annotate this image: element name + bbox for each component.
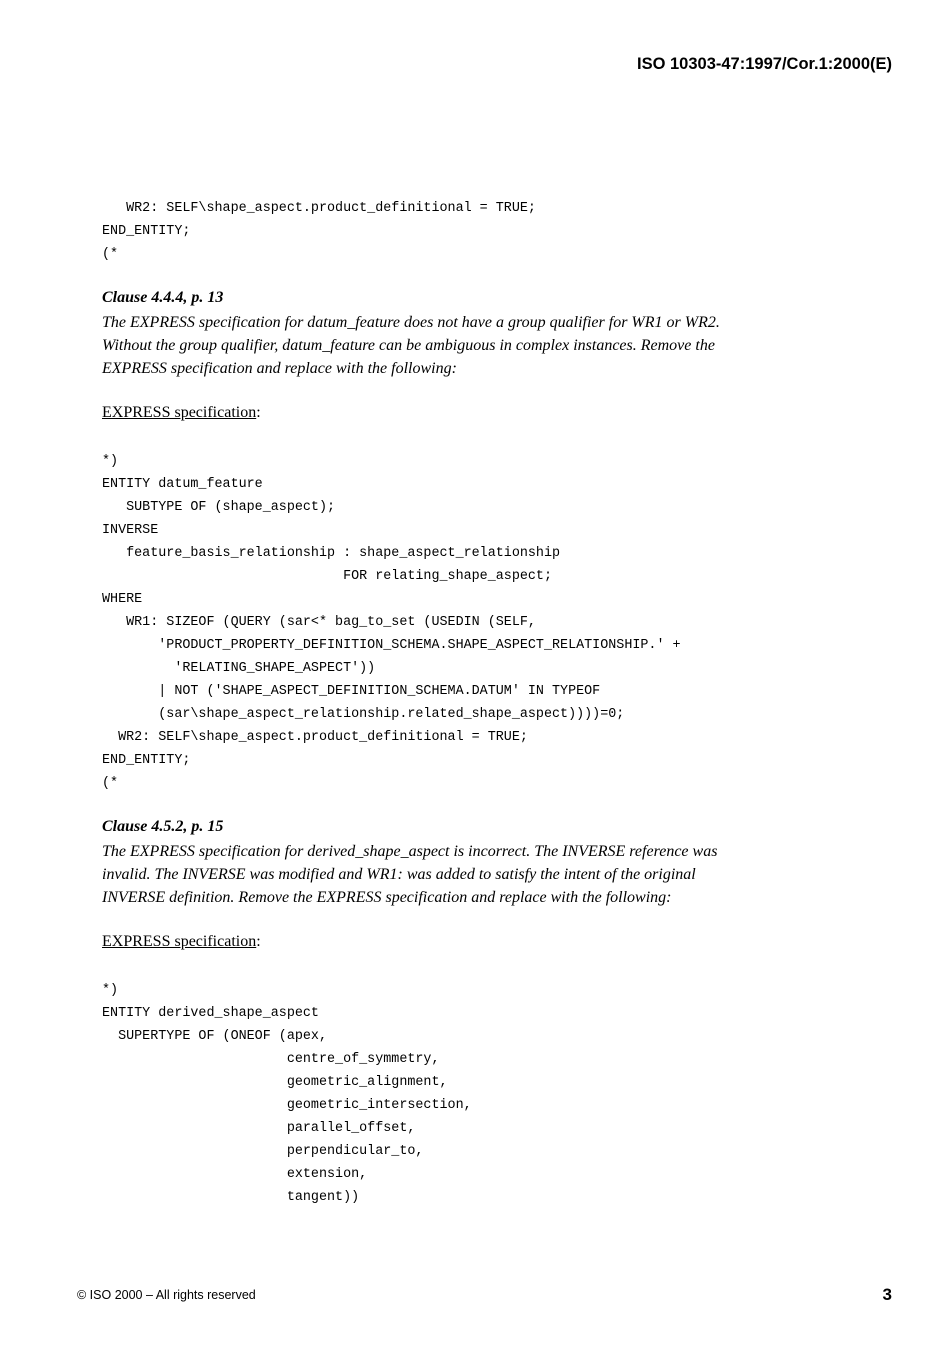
code-block-datum-feature: *) ENTITY datum_feature SUBTYPE OF (shape_aspect); INVERSE feature_basis_relationship : shape_aspect_relationship FOR relating_shape_aspect; WHERE WR1: SIZEOF (QUERY (sar<* bag_to_set (USEDIN (SELF, 'PRODUCT_PROPERTY_DEFINITION_SCHEMA.SHAPE_ASPECT_RELATIONSHIP.' + 'RELATING_SHAPE_ASPECT')) | NOT ('SHAPE_ASPECT_DEFINITION_SCHEMA.DATUM' IN TYPEOF (sar\shape_aspect_relationship.related_shape_aspect))))=0; WR2: SELF\shape_aspect.product_definitional = TRUE; END_ENTITY; (*	[102, 454, 681, 791]
express-spec-label-1	[102, 404, 261, 422]
page-number: 3	[882, 1285, 892, 1304]
express-spec-label-2	[102, 933, 261, 951]
description-line: EXPRESS specification and replace with the following:	[102, 360, 457, 377]
description-line: The EXPRESS specification for derived_shape_aspect is incorrect. The INVERSE reference was	[102, 843, 718, 860]
description-line: Without the group qualifier, datum_feature can be ambiguous in complex instances. Remove the	[102, 337, 715, 354]
description-line: The EXPRESS specification for datum_feature does not have a group qualifier for WR1 or WR2.	[102, 314, 720, 331]
description-line: INVERSE definition. Remove the EXPRESS specification and replace with the following:	[102, 889, 672, 906]
code-block-derived-shape-aspect: *) ENTITY derived_shape_aspect SUPERTYPE OF (ONEOF (apex, centre_of_symmetry, geometric_alignment, geometric_intersection, parallel_offset, perpendicular_to, extension, tangent))	[102, 983, 472, 1205]
document-id-header: ISO 10303-47:1997/Cor.1:2000(E)	[637, 55, 892, 73]
express-spec-link-text: EXPRESS specification	[102, 404, 257, 421]
clause-4-5-2-description	[102, 840, 822, 909]
clause-4-5-2-heading: Clause 4.5.2, p. 15	[102, 818, 224, 835]
code-block-continuation: WR2: SELF\shape_aspect.product_definitional = TRUE; END_ENTITY; (*	[102, 201, 536, 262]
colon: :	[256, 933, 261, 950]
description-line: invalid. The INVERSE was modified and WR1: was added to satisfy the intent of the original	[102, 866, 696, 883]
clause-4-4-4-heading: Clause 4.4.4, p. 13	[102, 289, 224, 306]
clause-4-4-4-description	[102, 311, 822, 380]
colon: :	[256, 404, 261, 421]
express-spec-link-text: EXPRESS specification	[102, 933, 257, 950]
copyright-footer: © ISO 2000 – All rights reserved	[77, 1288, 256, 1302]
